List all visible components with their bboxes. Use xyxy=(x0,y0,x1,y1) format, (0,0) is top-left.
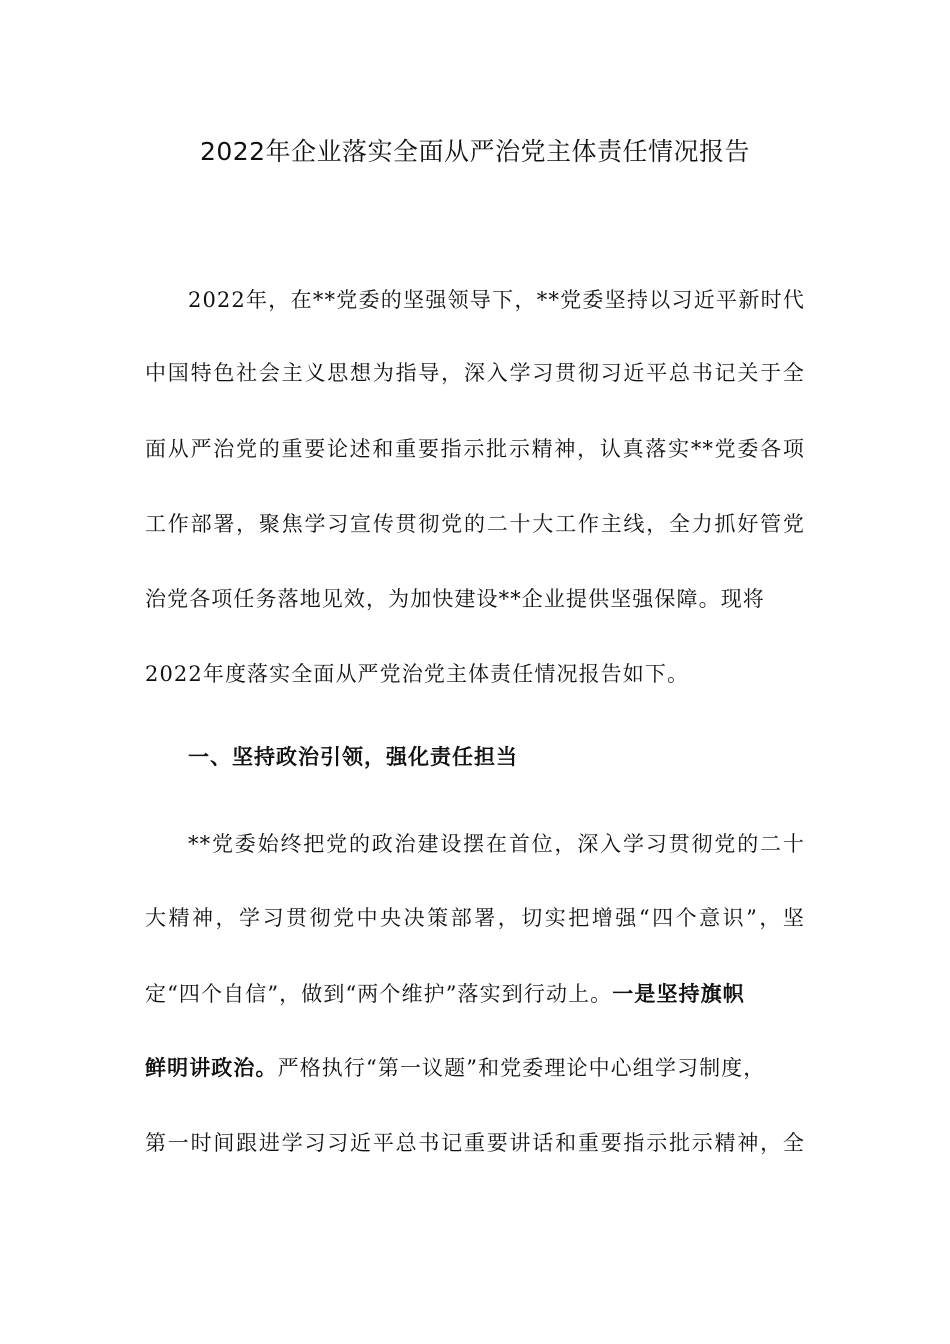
paragraph-text: 严格执行“第一议题”和党委理论中心组学习制度， xyxy=(277,1056,766,1080)
paragraph-line: 中国特色社会主义思想为指导，深入学习贯彻习近平总书记关于全 xyxy=(145,361,805,385)
document-title: 2022年企业落实全面从严治党主体责任情况报告 xyxy=(199,137,751,166)
paragraph-line: 面从严治党的重要论述和重要指示批示精神，认真落实**党委各项 xyxy=(145,437,805,461)
emphasis-text: 鲜明讲政治。 xyxy=(145,1056,278,1080)
section-heading: 一、坚持政治引领，强化责任担当 xyxy=(188,745,518,769)
paragraph-line: 治党各项任务落地见效，为加快建设**企业提供坚强保障。现将 xyxy=(145,587,765,611)
paragraph-line: 工作部署，聚焦学习宣传贯彻党的二十大工作主线，全力抓好管党 xyxy=(145,512,805,536)
paragraph-text: 定“四个自信”，做到“两个维护”落实到行动上。 xyxy=(145,982,613,1006)
paragraph-line: **党委始终把党的政治建设摆在首位，深入学习贯彻党的二十 xyxy=(188,832,805,856)
emphasis-text: 一是坚持旗帜 xyxy=(612,982,745,1006)
paragraph-line: 2022年度落实全面从严党治党主体责任情况报告如下。 xyxy=(145,662,690,686)
paragraph-line xyxy=(145,976,805,1012)
paragraph-line: 2022年，在**党委的坚强领导下，**党委坚持以习近平新时代 xyxy=(188,288,805,312)
paragraph-line: 第一时间跟进学习习近平总书记重要讲话和重要指示批示精神，全 xyxy=(145,1131,805,1155)
paragraph-line xyxy=(145,1050,805,1086)
paragraph-line: 大精神，学习贯彻党中央决策部署，切实把增强“四个意识”，坚 xyxy=(145,906,805,930)
